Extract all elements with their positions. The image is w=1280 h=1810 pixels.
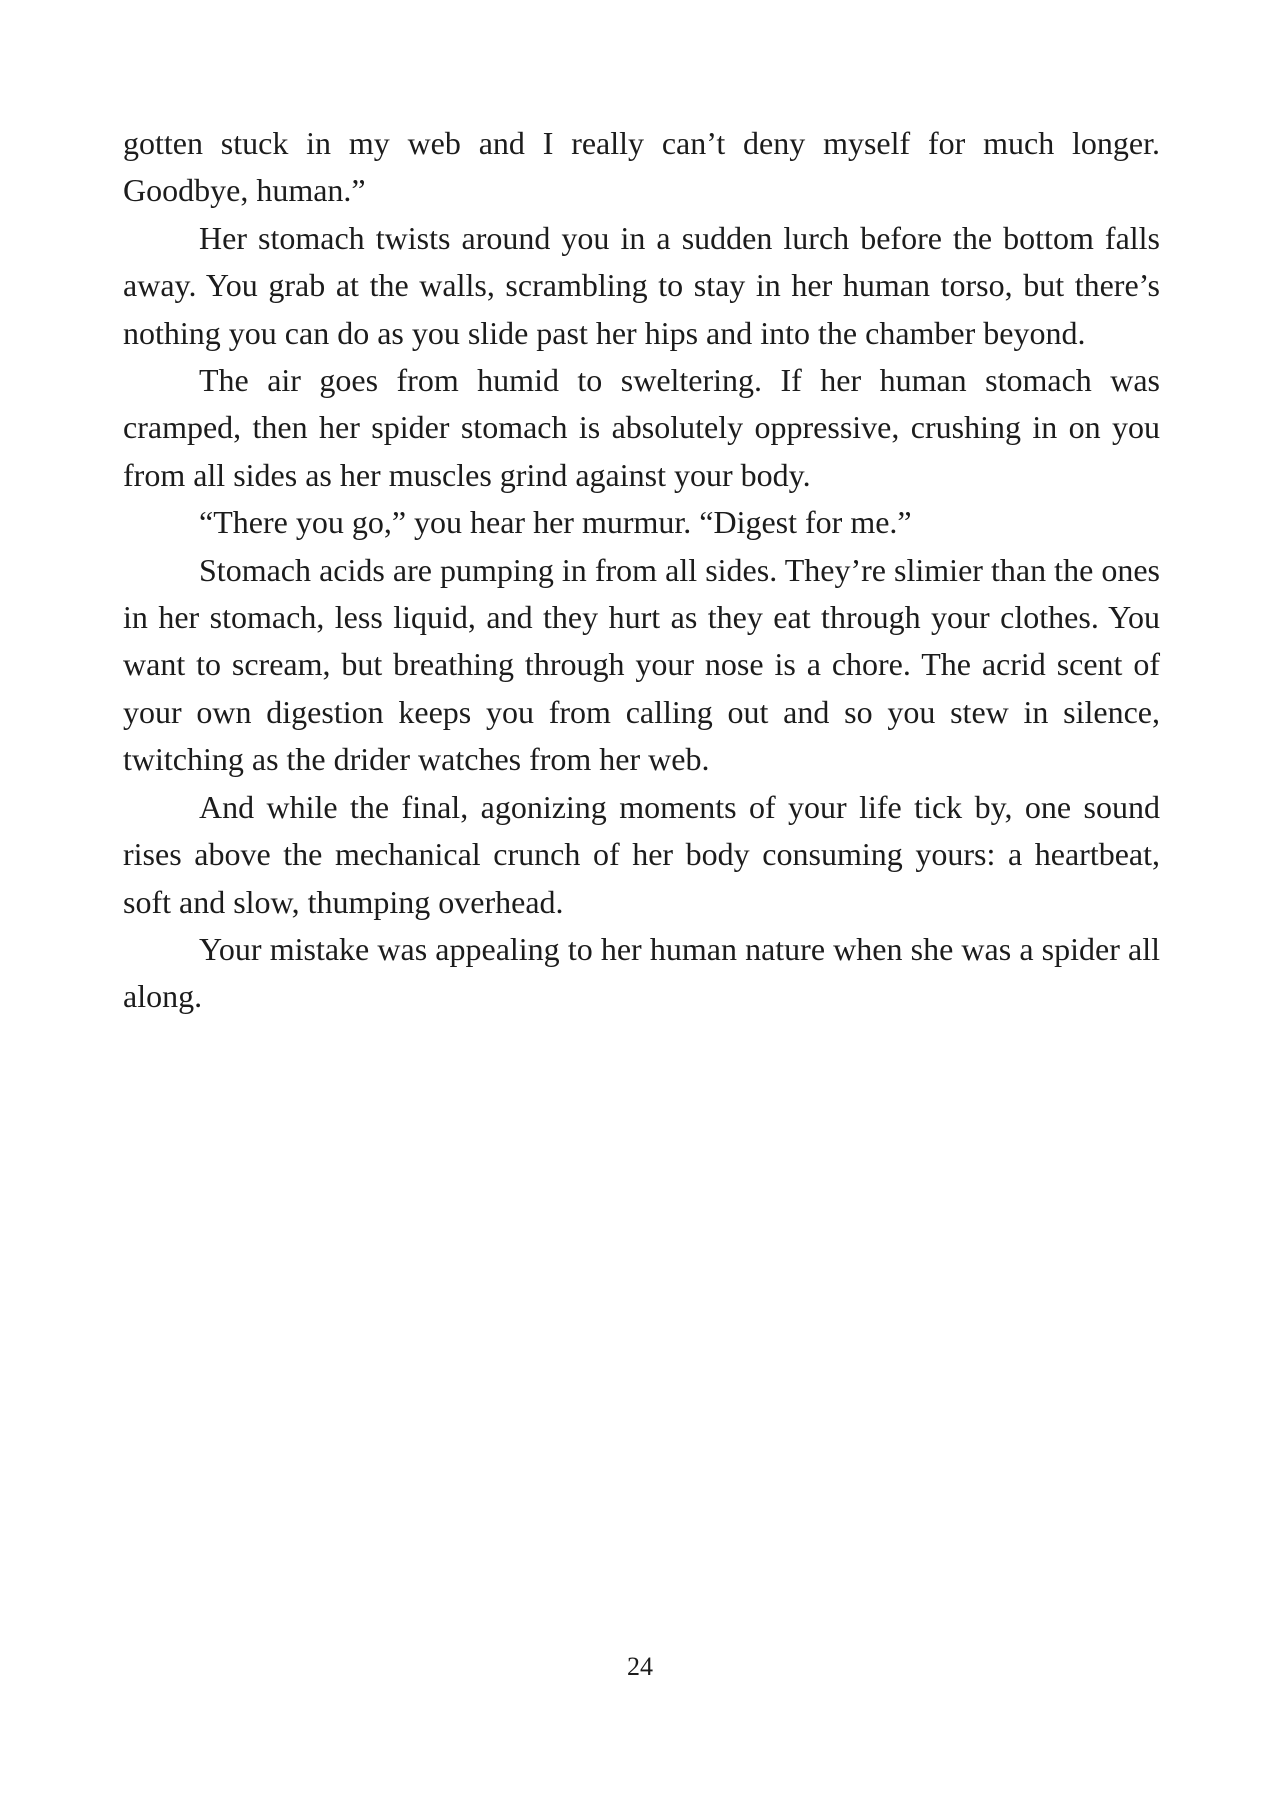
page-number: 24 (627, 1652, 653, 1681)
body-text (123, 120, 1160, 1021)
paragraph: The air goes from humid to sweltering. If her human stomach was cramped, then her spider stomach is absolutely oppressive, crushing in on you from all sides as her muscles grind against your body. (123, 362, 1160, 493)
paragraph: Her stomach twists around you in a sudden lurch before the bottom falls away. You grab at the walls, scrambling to stay in her human torso, but there’s nothing you can do as you slide past her hips and into the chamber beyond. (123, 219, 1160, 351)
paragraph: Stomach acids are pumping in from all sides. They’re slimier than the ones in her stomach, less liquid, and they hurt as they eat through your clothes. You want to scream, but breathing through your nose is a chore. The acrid scent of your own digestion keeps you from calling out and so you stew in silence, twitching as the drider watches from her web. (123, 551, 1160, 778)
paragraph: And while the final, agonizing moments of your life tick by, one sound rises above the mechanical crunch of her body consuming yours: a heartbeat, soft and slow, thumping overhead. (123, 788, 1160, 920)
paragraph: Your mistake was appealing to her human nature when she was a spider all along. (123, 930, 1160, 1015)
paragraph-continuation: gotten stuck in my web and I really can’t deny myself for much longer. Goodbye, human.” (123, 125, 1160, 209)
paragraph: “There you go,” you hear her murmur. “Digest for me.” (199, 504, 912, 541)
